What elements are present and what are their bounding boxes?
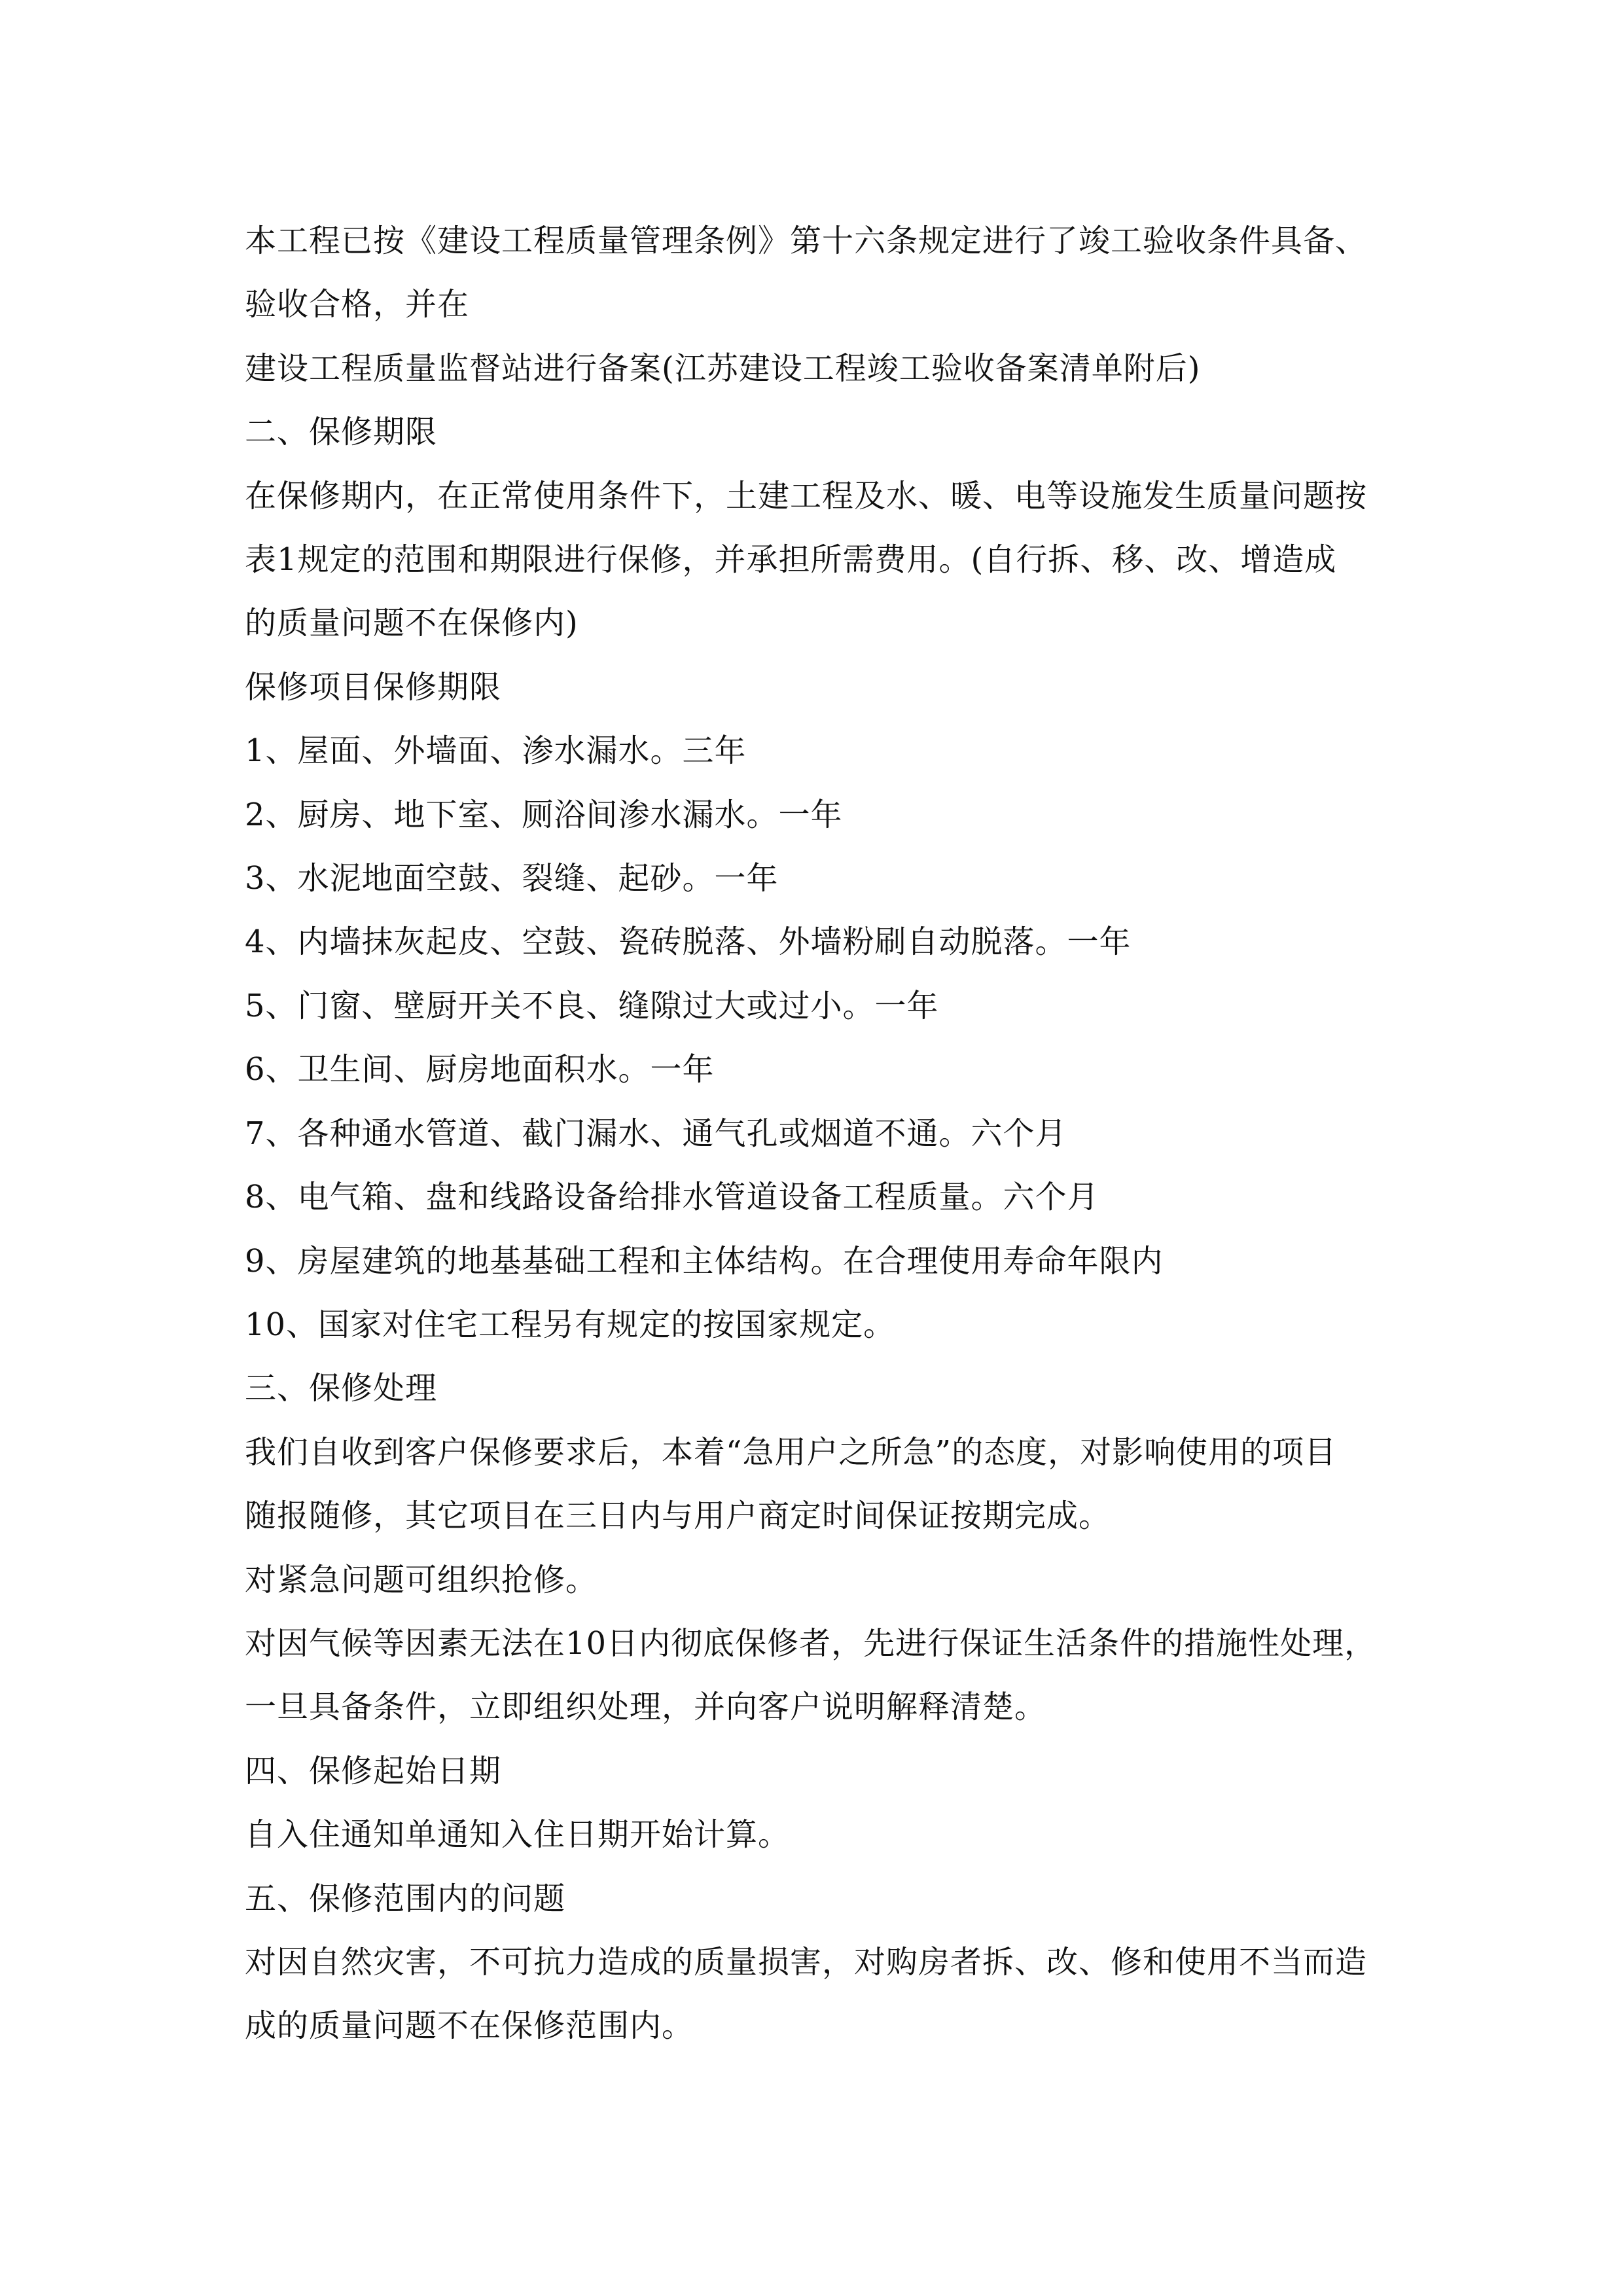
paragraph-line: 对紧急问题可组织抢修。 <box>245 1561 598 1598</box>
list-item: 4、内墙抹灰起皮、空鼓、瓷砖脱落、外墙粉刷自动脱落。一年 <box>245 924 1132 961</box>
paragraph-line: 随报随修，其它项目在三日内与用户商定时间保证按期完成。 <box>245 1498 1111 1535</box>
paragraph-line: 的质量问题不在保修内) <box>245 605 579 642</box>
paragraph-line: 对因自然灾害，不可抗力造成的质量损害，对购房者拆、改、修和使用不当而造 <box>245 1943 1368 1981</box>
list-item: 7、各种通水管道、截门漏水、通气孔或烟道不通。六个月 <box>245 1115 1067 1152</box>
paragraph-line: 对因气候等因素无法在10日内彻底保修者，先进行保证生活条件的措施性处理， <box>245 1624 1377 1662</box>
list-item: 1、屋面、外墙面、渗水漏水。三年 <box>245 732 747 770</box>
paragraph-line: 本工程已按《建设工程质量管理条例》第十六条规定进行了竣工验收条件具备、 <box>245 223 1368 259</box>
list-item: 2、厨房、地下室、厕浴间渗水漏水。一年 <box>245 796 843 833</box>
section-heading: 五、保修范围内的问题 <box>245 1880 566 1917</box>
paragraph-line: 成的质量问题不在保修范围内。 <box>245 2007 694 2045</box>
paragraph-line: 在保修期内，在正常使用条件下，土建工程及水、暖、电等设施发生质量问题按 <box>245 477 1368 514</box>
section-heading: 二、保修期限 <box>245 414 438 451</box>
section-heading: 三、保修处理 <box>245 1370 438 1407</box>
list-item: 8、电气箱、盘和线路设备给排水管道设备工程质量。六个月 <box>245 1179 1099 1216</box>
paragraph-line: 建设工程质量监督站进行备案(江苏建设工程竣工验收备案清单附后) <box>245 350 1201 387</box>
list-item: 6、卫生间、厨房地面积水。一年 <box>245 1051 715 1088</box>
list-item: 3、水泥地面空鼓、裂缝、起砂。一年 <box>245 860 779 897</box>
paragraph-line: 我们自收到客户保修要求后，本着“急用户之所急”的态度，对影响使用的项目 <box>245 1433 1337 1471</box>
paragraph-line: 自入住通知单通知入住日期开始计算。 <box>245 1816 791 1854</box>
document-body <box>245 209 1400 2058</box>
list-heading: 保修项目保修期限 <box>245 668 502 706</box>
list-item: 9、房屋建筑的地基基础工程和主体结构。在合理使用寿命年限内 <box>245 1242 1164 1280</box>
paragraph-line: 验收合格，并在 <box>245 286 470 323</box>
paragraph-line: 表1规定的范围和期限进行保修，并承担所需费用。(自行拆、移、改、增造成 <box>245 541 1337 579</box>
section-heading: 四、保修起始日期 <box>245 1752 502 1789</box>
list-item: 10、国家对住宅工程另有规定的按国家规定。 <box>245 1306 896 1343</box>
paragraph-line: 一旦具备条件，立即组织处理，并向客户说明解释清楚。 <box>245 1689 1047 1726</box>
list-item: 5、门窗、壁厨开关不良、缝隙过大或过小。一年 <box>245 987 939 1024</box>
